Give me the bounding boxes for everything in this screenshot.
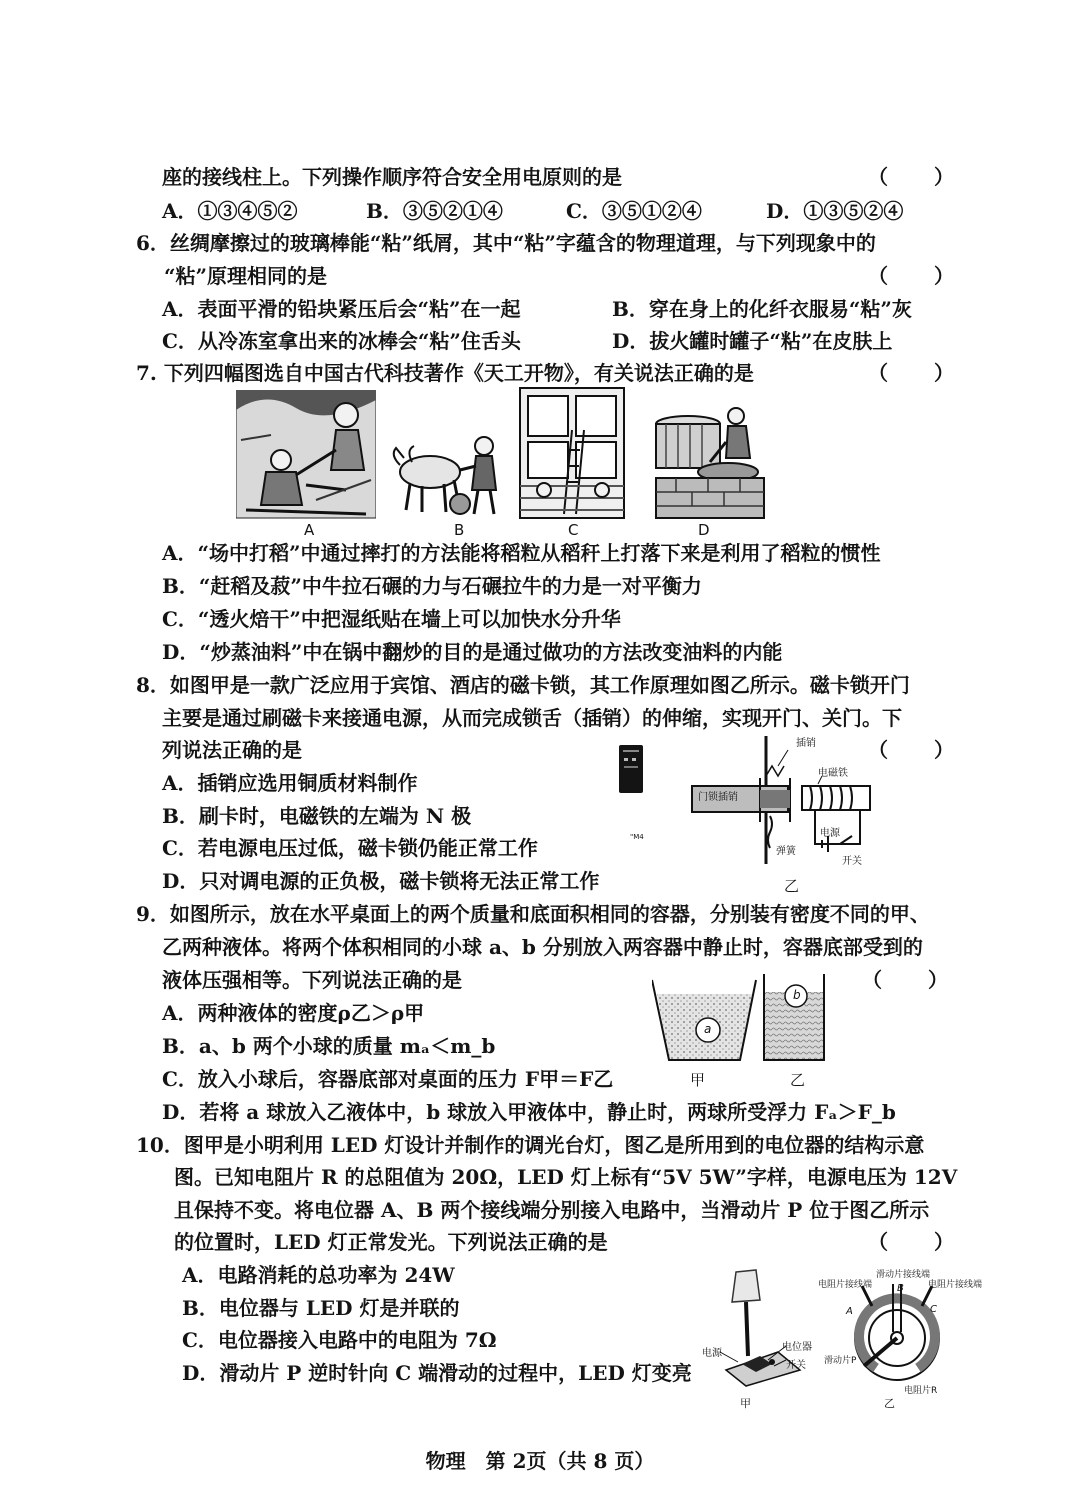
q7-option-c: C．“透火焙干”中把湿纸贴在墙上可以加快水分升华 (162, 607, 621, 631)
q10-label-potentiometer: 电位器 (782, 1342, 812, 1353)
q10-option-d: D．滑动片 P 逆时针向 C 端滑动的过程中，LED 灯变亮 (182, 1361, 692, 1385)
q7-figure-b-label: B (454, 521, 465, 539)
q10-label-right-terminal: 电阻片接线端 (928, 1280, 983, 1290)
q8-stem-line2: 主要是通过刷磁卡来接通电源，从而完成锁舌（插销）的伸缩，实现开门、关门。下 (162, 706, 902, 730)
q7-figure-b-ox (388, 420, 508, 520)
q10-label-plate-r: 电阻片R (904, 1386, 938, 1396)
q6-option-d: D．拔火罐时罐子“粘”在皮肤上 (612, 329, 893, 353)
q10-option-b: B．电位器与 LED 灯是并联的 (182, 1296, 460, 1320)
q6-stem-line1: 6．丝绸摩擦过的玻璃棒能“粘”纸屑，其中“粘”字蕴含的物理道理，与下列现象中的 (136, 231, 876, 255)
q10-label-b: B (897, 1283, 904, 1294)
q5-continuation: 座的接线柱上。下列操作顺序符合安全用电原则的是 (162, 165, 622, 189)
q10-stem-line3: 且保持不变。将电位器 A、B 两个接线端分别接入电路中，当滑动片 P 位于图乙所示 (174, 1198, 930, 1222)
q9-option-d: D．若将 a 球放入乙液体中，b 球放入甲液体中，静止时，两球所受浮力 Fₐ＞F_b (162, 1100, 896, 1124)
q7-stem: 7. 下列四幅图选自中国古代科技著作《天工开物》，有关说法正确的是 (136, 361, 754, 385)
q8-label-yi: 乙 (784, 877, 800, 895)
q10-label-c: C (930, 1304, 937, 1315)
q6-option-a: A．表面平滑的铅块紧压后会“粘”在一起 (162, 297, 521, 321)
q10-option-a: A．电路消耗的总功率为 24W (182, 1263, 455, 1287)
q10-desk-lamp-figure (716, 1266, 812, 1396)
q6-answer-bracket: （ ） (868, 264, 956, 288)
q10-label-switch: 开关 (786, 1360, 806, 1371)
q10-label-yi: 乙 (884, 1397, 895, 1410)
q7-figure-a-threshing (236, 390, 376, 520)
q7-figure-d-cooking (652, 402, 768, 522)
q9-container-yi-label: 乙 (790, 1071, 806, 1089)
q8-answer-bracket: （ ） (868, 738, 956, 762)
q10-potentiometer-figure (842, 1276, 952, 1396)
q5-option-b: B．③⑤②①④ (366, 199, 503, 223)
q9-container-jia-label: 甲 (690, 1071, 706, 1089)
q9-ball-b-label: b (793, 988, 801, 1002)
q7-option-a: A．“场中打稻”中通过摔打的方法能将稻粒从稻秆上打落下来是利用了稻粒的惯性 (162, 541, 881, 565)
q10-stem-line2: 图。已知电阻片 R 的总阻值为 20Ω，LED 灯上标有“5V 5W”字样，电源电压为 12V (174, 1165, 958, 1189)
q8-stem-line1: 8．如图甲是一款广泛应用于宾馆、酒店的磁卡锁，其工作原理如图乙所示。磁卡锁开门 (136, 673, 910, 697)
q7-figure-c-label: C (568, 521, 579, 539)
q10-stem-line1: 10．图甲是小明利用 LED 灯设计并制作的调光台灯，图乙是所用到的电位器的结构示意 (136, 1133, 925, 1157)
q6-stem-line2: “粘”原理相同的是 (164, 264, 328, 288)
q9-option-c: C．放入小球后，容器底部对桌面的压力 F甲＝F乙 (162, 1067, 614, 1091)
q8-label-switch: 开关 (842, 856, 862, 867)
q9-option-b: B．a、b 两个小球的质量 mₐ＜m_b (162, 1034, 496, 1058)
q8-stem-line3: 列说法正确的是 (162, 738, 302, 762)
q7-figure-a-label: A (304, 521, 315, 539)
q7-answer-bracket: （ ） (868, 361, 956, 385)
q9-ball-a-label: a (704, 1022, 712, 1036)
q8-option-c: C．若电源电压过低，磁卡锁仍能正常工作 (162, 836, 538, 860)
q5-option-d: D．①③⑤②④ (766, 199, 904, 223)
q8-label-plug: 插销 (796, 738, 816, 749)
q10-answer-bracket: （ ） (868, 1230, 956, 1254)
q6-option-c: C．从冷冻室拿出来的冰棒会“粘”住舌头 (162, 329, 521, 353)
q8-card-lock-picture (618, 744, 644, 794)
q10-label-slider-p: 滑动片P (824, 1356, 857, 1366)
q9-answer-bracket: （ ） (862, 968, 950, 992)
q9-stem-line3: 液体压强相等。下列说法正确的是 (162, 968, 462, 992)
q8-label-spring: 弹簧 (776, 846, 796, 857)
q5-option-a: A．①③④⑤② (162, 199, 298, 223)
q8-option-a: A．插销应选用铜质材料制作 (162, 771, 418, 795)
q8-option-b: B．刷卡时，电磁铁的左端为 N 极 (162, 804, 472, 828)
q8-option-d: D．只对调电源的正负极，磁卡锁将无法正常工作 (162, 869, 600, 893)
q10-option-c: C．电位器接入电路中的电阻为 7Ω (182, 1328, 497, 1352)
q10-label-a: A (846, 1306, 853, 1317)
q7-figure-d-label: D (698, 521, 710, 539)
q10-label-power: 电源 (702, 1348, 722, 1359)
q9-stem-line1: 9．如图所示，放在水平桌面上的两个质量和底面积相同的容器，分别装有密度不同的甲、 (136, 902, 930, 926)
q6-option-b: B．穿在身上的化纤衣服易“粘”灰 (612, 297, 912, 321)
q8-label-lock-bolt: 门锁插销 (698, 792, 738, 803)
q9-stem-line2: 乙两种液体。将两个体积相同的小球 a、b 分别放入两容器中静止时，容器底部受到的 (162, 935, 923, 959)
q9-containers-figure (652, 972, 830, 1068)
q9-option-a: A．两种液体的密度ρ乙＞ρ甲 (162, 1001, 425, 1025)
q8-label-magnet: 电磁铁 (818, 768, 848, 779)
q7-option-b: B．“赶稻及菽”中牛拉石碾的力与石碾拉牛的力是一对平衡力 (162, 574, 702, 598)
q8-label-power: 电源 (820, 828, 840, 839)
q7-option-d: D．“炒蒸油料”中在锅中翻炒的目的是通过做功的方法改变油料的内能 (162, 640, 783, 664)
q5-option-c: C．③⑤①②④ (566, 199, 702, 223)
q7-figure-c-wall (518, 386, 628, 522)
q10-label-jia: 甲 (740, 1397, 751, 1410)
q5-answer-bracket: （ ） (868, 165, 956, 189)
q10-stem-line4: 的位置时，LED 灯正常发光。下列说法正确的是 (174, 1230, 608, 1254)
q8-picture-caption: "M4 (630, 833, 644, 841)
q10-label-left-terminal: 电阻片接线端 (818, 1280, 873, 1290)
q10-label-slider-terminal: 滑动片接线端 (876, 1270, 931, 1280)
page-footer: 物理 第 2页（共 8 页） (425, 1449, 655, 1473)
